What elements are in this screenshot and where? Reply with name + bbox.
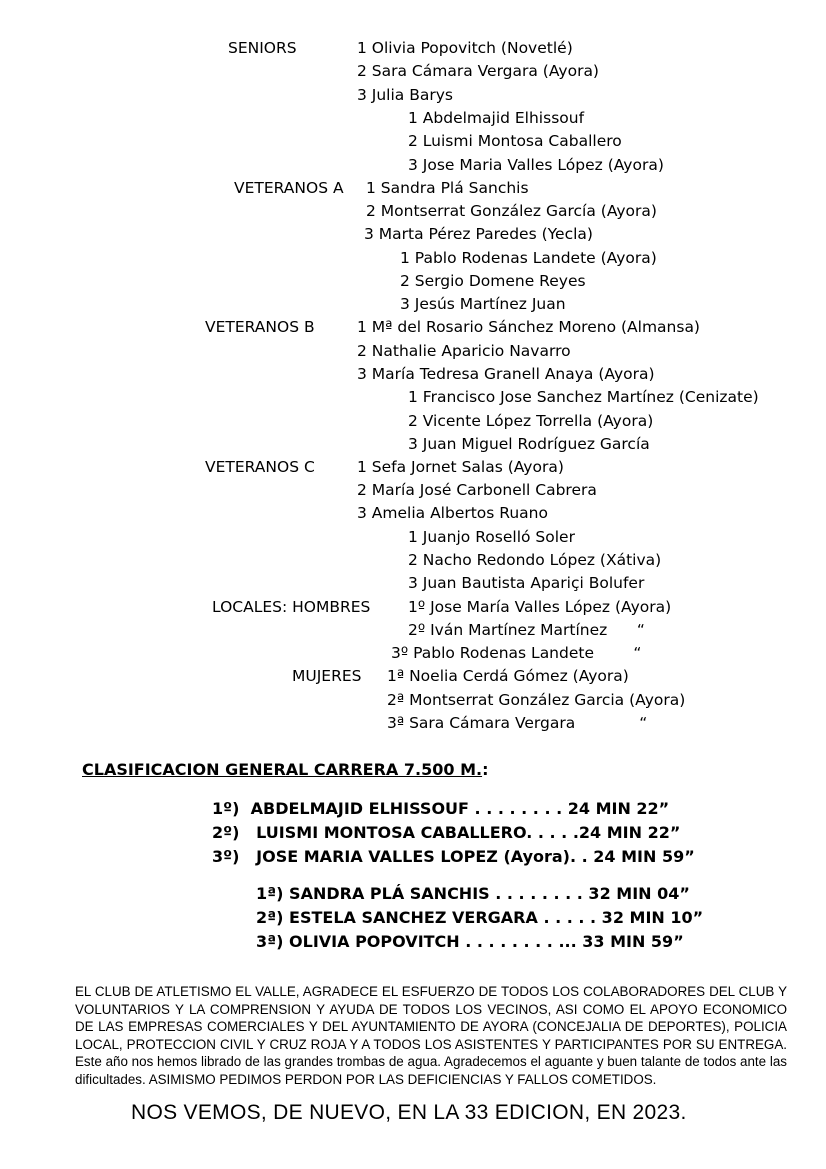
general-women-1: 1ª) SANDRA PLÁ SANCHIS . . . . . . . . 32 MIN 04” <box>256 884 690 903</box>
veteranos-a-men-1: 1 Pablo Rodenas Landete (Ayora) <box>400 249 657 267</box>
veteranos-b-women-3: 3 María Tedresa Granell Anaya (Ayora) <box>357 365 655 383</box>
locales-men-2: 2º Iván Martínez Martínez “ <box>408 621 645 639</box>
locales-women-1: 1ª Noelia Cerdá Gómez (Ayora) <box>387 667 629 685</box>
veteranos-b-men-2: 2 Vicente López Torrella (Ayora) <box>408 412 654 430</box>
general-men-2: 2º) LUISMI MONTOSA CABALLERO. . . . .24 MIN 22” <box>212 823 681 842</box>
veteranos-a-men-3: 3 Jesús Martínez Juan <box>400 295 566 313</box>
thanks-paragraph: EL CLUB DE ATLETISMO EL VALLE, AGRADECE EL ESFUERZO DE TODOS LOS COLABORADORES DEL CLUB Y VOLUNTARIOS Y LA COMPRENSION Y AYUDA DE TODOS LOS VECINOS, ASI COMO EL APOYO ECONOMICO DE LAS EMPRESAS COMERCIALES Y DEL AYUNTAMIENTO DE AYORA (CONCEJALIA DE DEPORTES), POLICIA LOCAL, PROTECCION CIVIL Y CRUZ ROJA Y A TODOS LOS ASISTENTES Y PARTICIPANTES POR SU ENTREGA. Este año nos hemos librado de las grandes trombas de agua. Agradecemos el aguante y buen talante de todos ante las dificultades. ASIMISMO PEDIMOS PERDON POR LAS DEFICIENCIAS Y FALLOS COMETIDOS. <box>75 984 787 1087</box>
veteranos-b-women-1: 1 Mª del Rosario Sánchez Moreno (Almansa) <box>357 318 700 336</box>
locales-men-1: 1º Jose María Valles López (Ayora) <box>408 598 672 616</box>
veteranos-b-women-2: 2 Nathalie Aparicio Navarro <box>357 342 571 360</box>
category-label-veteranos-a: VETERANOS A <box>234 179 344 197</box>
category-label-veteranos-b: VETERANOS B <box>205 318 315 336</box>
category-label-veteranos-c: VETERANOS C <box>205 458 315 476</box>
general-classification-colon: : <box>482 760 489 779</box>
category-label-locales-hombres: LOCALES: HOMBRES <box>212 598 371 616</box>
seniors-women-2: 2 Sara Cámara Vergara (Ayora) <box>357 62 599 80</box>
locales-women-2: 2ª Montserrat González Garcia (Ayora) <box>387 691 686 709</box>
seniors-women-3: 3 Julia Barys <box>357 86 453 104</box>
veteranos-c-women-3: 3 Amelia Albertos Ruano <box>357 504 548 522</box>
general-classification-heading <box>82 760 488 779</box>
general-men-3: 3º) JOSE MARIA VALLES LOPEZ (Ayora). . 24 MIN 59” <box>212 847 695 866</box>
seniors-women-1: 1 Olivia Popovitch (Novetlé) <box>357 39 573 57</box>
category-label-locales-mujeres: MUJERES <box>292 667 362 685</box>
veteranos-b-men-1: 1 Francisco Jose Sanchez Martínez (Cenizate) <box>408 388 759 406</box>
locales-men-3: 3º Pablo Rodenas Landete “ <box>391 644 642 662</box>
veteranos-a-men-2: 2 Sergio Domene Reyes <box>400 272 586 290</box>
seniors-men-1: 1 Abdelmajid Elhissouf <box>408 109 585 127</box>
veteranos-c-men-3: 3 Juan Bautista Apariçi Bolufer <box>408 574 645 592</box>
general-women-3: 3ª) OLIVIA POPOVITCH . . . . . . . . ... 33 MIN 59” <box>256 932 684 951</box>
veteranos-c-men-2: 2 Nacho Redondo López (Xátiva) <box>408 551 662 569</box>
seniors-men-2: 2 Luismi Montosa Caballero <box>408 132 622 150</box>
veteranos-c-men-1: 1 Juanjo Roselló Soler <box>408 528 575 546</box>
general-women-2: 2ª) ESTELA SANCHEZ VERGARA . . . . . 32 MIN 10” <box>256 908 704 927</box>
veteranos-c-women-1: 1 Sefa Jornet Salas (Ayora) <box>357 458 564 476</box>
category-label-seniors: SENIORS <box>228 39 297 57</box>
seniors-men-3: 3 Jose Maria Valles López (Ayora) <box>408 156 664 174</box>
closing-line: NOS VEMOS, DE NUEVO, EN LA 33 EDICION, EN 2023. <box>131 1101 687 1124</box>
locales-women-3: 3ª Sara Cámara Vergara “ <box>387 714 648 732</box>
veteranos-a-women-3: 3 Marta Pérez Paredes (Yecla) <box>364 225 593 243</box>
general-classification-title: CLASIFICACION GENERAL CARRERA 7.500 M. <box>82 760 483 779</box>
veteranos-b-men-3: 3 Juan Miguel Rodríguez García <box>408 435 650 453</box>
general-men-1: 1º) ABDELMAJID ELHISSOUF . . . . . . . . 24 MIN 22” <box>212 799 670 818</box>
veteranos-a-women-1: 1 Sandra Plá Sanchis <box>366 179 529 197</box>
veteranos-a-women-2: 2 Montserrat González García (Ayora) <box>366 202 657 220</box>
veteranos-c-women-2: 2 María José Carbonell Cabrera <box>357 481 597 499</box>
